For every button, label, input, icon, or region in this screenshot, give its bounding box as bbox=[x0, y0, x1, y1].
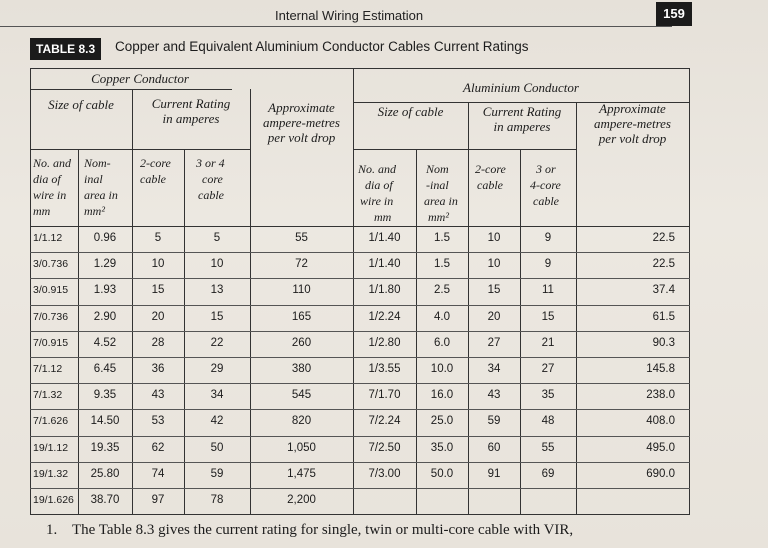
al-no-dia-line-1: No. and bbox=[358, 162, 397, 176]
al-nominal-area-cell: 4.0 bbox=[434, 310, 450, 323]
cu-no-dia-cell: 19/1.12 bbox=[33, 441, 69, 454]
cu-nominal-area-cell: 2.90 bbox=[93, 310, 117, 323]
al-amp-metres-cell: 495.0 bbox=[646, 441, 675, 454]
al-no-dia-cell: 1/1.40 bbox=[368, 258, 401, 271]
al-three-core-cell: 55 bbox=[541, 441, 555, 454]
al-two-core-cell: 27 bbox=[487, 336, 501, 349]
al-amp-metres-line-1: Approximate bbox=[599, 101, 666, 116]
al-three-core-cell: 48 bbox=[541, 415, 555, 428]
cu-amp-metres-cell: 380 bbox=[291, 363, 312, 375]
cu-no-dia-cell: 19/1.32 bbox=[33, 467, 69, 480]
cu-three-core-line-1: 3 or 4 bbox=[196, 156, 225, 170]
cu-two-core-cell: 36 bbox=[151, 363, 165, 375]
cu-three-core-cell: 34 bbox=[210, 389, 224, 402]
al-two-core-line-1: 2-core bbox=[475, 162, 506, 176]
al-no-dia-cell: 7/2.24 bbox=[368, 415, 401, 428]
al-nominal-area-cell: 1.5 bbox=[434, 258, 450, 271]
al-amp-metres-cell: 90.3 bbox=[652, 336, 675, 349]
cu-three-core-line-2: core bbox=[202, 172, 223, 186]
al-two-core-cell: 43 bbox=[487, 389, 501, 402]
al-nominal-area-cell: 50.0 bbox=[430, 467, 454, 480]
cu-three-core-line-3: cable bbox=[198, 188, 224, 202]
row-rule bbox=[30, 383, 690, 384]
footnote-number: 1. bbox=[46, 522, 58, 538]
cu-two-core-line-2: cable bbox=[140, 172, 166, 186]
cu-nominal-area-cell: 9.35 bbox=[93, 389, 117, 402]
al-three-core-line-1: 3 or bbox=[536, 162, 556, 176]
al-no-dia-line-2: dia of bbox=[365, 178, 393, 192]
al-no-dia-cell: 7/2.50 bbox=[368, 441, 401, 454]
al-three-core-cell: 9 bbox=[544, 232, 552, 244]
al-no-dia-cell: 7/1.70 bbox=[368, 389, 401, 402]
footnote-text: The Table 8.3 gives the current rating for single, twin or multi-core cable with VIR, bbox=[72, 522, 574, 538]
cu-three-core-cell: 78 bbox=[210, 494, 224, 506]
cu-no-dia-line-1: No. and bbox=[33, 156, 72, 170]
cu-two-core-cell: 43 bbox=[151, 389, 165, 402]
row-rule bbox=[30, 278, 690, 279]
cu-two-core-cell: 15 bbox=[151, 284, 165, 297]
cu-no-dia-line-3: wire in bbox=[33, 188, 67, 202]
al-nominal-area-cell: 16.0 bbox=[430, 389, 454, 402]
cu-amp-metres-line-1: Approximate bbox=[268, 100, 335, 115]
cu-three-core-cell: 15 bbox=[210, 310, 224, 323]
al-three-core-line-2: 4-core bbox=[530, 178, 561, 192]
cu-two-core-cell: 28 bbox=[151, 336, 165, 349]
subheader-rule-right bbox=[353, 149, 576, 150]
al-three-core-cell: 15 bbox=[541, 310, 555, 323]
cu-no-dia-cell: 7/1.626 bbox=[33, 415, 69, 428]
cu-amp-metres-line-2: ampere-metres bbox=[262, 115, 340, 130]
row-rule bbox=[30, 305, 690, 306]
page-number: 159 bbox=[656, 2, 692, 26]
cu-three-core-cell: 59 bbox=[210, 467, 224, 480]
al-amp-metres-cell: 408.0 bbox=[646, 415, 675, 428]
al-no-dia-cell: 1/3.55 bbox=[368, 363, 401, 375]
cu-three-core-cell: 10 bbox=[210, 258, 224, 271]
al-amp-metres-cell: 145.8 bbox=[646, 363, 675, 375]
col-rule-10 bbox=[689, 68, 690, 515]
cu-two-core-cell: 53 bbox=[151, 415, 165, 428]
al-no-dia-cell: 1/2.80 bbox=[368, 336, 401, 349]
cu-no-dia-cell: 7/0.736 bbox=[33, 310, 69, 323]
col-rule-8 bbox=[520, 149, 521, 515]
cu-no-dia-cell: 7/1.32 bbox=[33, 389, 63, 402]
cu-two-core-line-1: 2-core bbox=[140, 156, 171, 170]
cu-three-core-cell: 5 bbox=[213, 232, 221, 244]
cu-two-core-cell: 74 bbox=[151, 467, 165, 480]
al-two-core-cell: 34 bbox=[487, 363, 501, 375]
cu-nominal-area-line-3: area in bbox=[84, 188, 118, 202]
al-nominal-area-line-4: mm² bbox=[428, 210, 449, 224]
cu-nominal-area-line-4: mm² bbox=[84, 204, 105, 218]
cu-three-core-cell: 22 bbox=[210, 336, 224, 349]
al-amp-metres-cell: 22.5 bbox=[652, 258, 675, 271]
table-title: Copper and Equivalent Aluminium Conductor Cables Current Ratings bbox=[115, 39, 529, 54]
cu-two-core-cell: 62 bbox=[151, 441, 165, 454]
cu-amp-metres-cell: 165 bbox=[291, 310, 312, 323]
al-no-dia-cell: 1/2.24 bbox=[368, 310, 401, 323]
col-rule-1 bbox=[78, 149, 79, 515]
al-three-core-cell: 21 bbox=[541, 336, 555, 349]
cu-amp-metres-cell: 820 bbox=[291, 415, 312, 428]
cu-three-core-cell: 42 bbox=[210, 415, 224, 428]
al-two-core-cell: 60 bbox=[487, 441, 501, 454]
running-title: Internal Wiring Estimation bbox=[275, 8, 424, 23]
al-current-rating-line-1: Current Rating bbox=[482, 104, 562, 119]
cu-nominal-area-line-2: inal bbox=[84, 172, 103, 186]
cu-amp-metres-cell: 55 bbox=[295, 232, 308, 244]
al-nominal-area-cell: 1.5 bbox=[434, 232, 450, 244]
cu-two-core-cell: 97 bbox=[151, 494, 165, 506]
al-two-core-cell: 15 bbox=[487, 284, 501, 297]
col-rule-6 bbox=[416, 149, 417, 515]
al-size-of-cable-header: Size of cable bbox=[377, 104, 444, 119]
ratings-table bbox=[30, 68, 690, 515]
al-three-core-cell: 35 bbox=[541, 389, 555, 402]
row-rule bbox=[30, 252, 690, 253]
al-no-dia-cell: 1/1.40 bbox=[368, 232, 401, 244]
al-nominal-area-cell: 2.5 bbox=[434, 284, 450, 297]
cu-no-dia-cell: 7/0.915 bbox=[33, 336, 69, 349]
cu-two-core-cell: 5 bbox=[154, 232, 162, 244]
header-bottom-rule bbox=[30, 226, 690, 227]
al-nominal-area-line-2: -inal bbox=[426, 178, 449, 192]
al-no-dia-line-4: mm bbox=[374, 210, 392, 224]
copper-group-rule bbox=[30, 89, 232, 90]
footnote bbox=[46, 522, 573, 539]
al-no-dia-cell: 7/3.00 bbox=[368, 467, 401, 480]
copper-group-header: Copper Conductor bbox=[91, 71, 189, 86]
row-rule bbox=[30, 357, 690, 358]
al-amp-metres-line-3: per volt drop bbox=[598, 131, 667, 146]
cu-two-core-cell: 20 bbox=[151, 310, 165, 323]
cu-nominal-area-cell: 25.80 bbox=[90, 467, 120, 480]
cu-nominal-area-line-1: Nom- bbox=[84, 156, 111, 170]
aluminium-group-header: Aluminium Conductor bbox=[463, 80, 579, 95]
cu-two-core-cell: 10 bbox=[151, 258, 165, 271]
cu-no-dia-line-2: dia of bbox=[33, 172, 61, 186]
row-rule bbox=[30, 436, 690, 437]
cu-three-core-cell: 50 bbox=[210, 441, 224, 454]
cu-nominal-area-cell: 19.35 bbox=[90, 441, 120, 454]
al-two-core-cell: 10 bbox=[487, 258, 501, 271]
cu-no-dia-cell: 3/0.915 bbox=[33, 284, 69, 297]
al-no-dia-line-3: wire in bbox=[360, 194, 394, 208]
cu-no-dia-cell: 7/1.12 bbox=[33, 363, 63, 375]
al-amp-metres-cell: 690.0 bbox=[646, 467, 675, 480]
cu-no-dia-cell: 1/1.12 bbox=[33, 232, 63, 244]
al-amp-metres-cell: 22.5 bbox=[652, 232, 675, 244]
al-nominal-area-cell: 10.0 bbox=[430, 363, 454, 375]
cu-nominal-area-cell: 1.29 bbox=[93, 258, 117, 271]
table-bottom-rule bbox=[30, 514, 690, 515]
table-label: TABLE 8.3 bbox=[30, 38, 101, 60]
cu-nominal-area-cell: 6.45 bbox=[93, 363, 117, 375]
al-amp-metres-cell: 61.5 bbox=[652, 310, 675, 323]
al-nominal-area-line-1: Nom bbox=[426, 162, 449, 176]
al-amp-metres-cell: 37.4 bbox=[652, 284, 675, 297]
cu-amp-metres-cell: 260 bbox=[291, 336, 312, 349]
al-three-core-cell: 9 bbox=[544, 258, 552, 271]
cu-size-of-cable-header: Size of cable bbox=[48, 97, 114, 112]
row-rule bbox=[30, 462, 690, 463]
al-current-rating-line-2: in amperes bbox=[493, 119, 551, 134]
cu-nominal-area-cell: 38.70 bbox=[90, 494, 120, 506]
al-two-core-line-2: cable bbox=[477, 178, 503, 192]
cu-amp-metres-cell: 1,050 bbox=[287, 441, 316, 454]
al-amp-metres-cell: 238.0 bbox=[646, 389, 675, 402]
row-rule bbox=[30, 488, 690, 489]
cu-amp-metres-line-3: per volt drop bbox=[267, 130, 336, 145]
cu-no-dia-line-4: mm bbox=[33, 204, 51, 218]
al-three-core-cell: 11 bbox=[542, 284, 554, 297]
row-rule bbox=[30, 331, 690, 332]
al-three-core-line-3: cable bbox=[533, 194, 559, 208]
al-three-core-cell: 69 bbox=[541, 467, 555, 480]
cu-nominal-area-cell: 14.50 bbox=[90, 415, 120, 428]
subheader-rule-left bbox=[30, 149, 250, 150]
header-rule bbox=[0, 26, 672, 27]
al-two-core-cell: 10 bbox=[487, 232, 501, 244]
cu-no-dia-cell: 3/0.736 bbox=[33, 258, 69, 271]
cu-amp-metres-cell: 2,200 bbox=[287, 494, 316, 506]
table-top-rule bbox=[30, 68, 690, 69]
cu-amp-metres-cell: 545 bbox=[291, 389, 312, 402]
cu-amp-metres-cell: 1,475 bbox=[287, 467, 316, 480]
al-amp-metres-line-2: ampere-metres bbox=[593, 116, 671, 131]
col-rule-0 bbox=[30, 68, 31, 515]
cu-amp-metres-cell: 72 bbox=[295, 258, 308, 271]
cu-three-core-cell: 29 bbox=[210, 363, 224, 375]
al-two-core-cell: 91 bbox=[487, 467, 501, 480]
row-rule bbox=[30, 409, 690, 410]
cu-no-dia-cell: 19/1.626 bbox=[33, 494, 74, 506]
cu-current-rating-line-2: in amperes bbox=[162, 111, 220, 126]
al-two-core-cell: 59 bbox=[487, 415, 501, 428]
cu-nominal-area-cell: 0.96 bbox=[93, 232, 117, 244]
cu-current-rating-line-1: Current Rating bbox=[151, 96, 231, 111]
al-nominal-area-line-3: area in bbox=[424, 194, 458, 208]
col-rule-3 bbox=[184, 149, 185, 515]
cu-three-core-cell: 13 bbox=[210, 284, 224, 297]
al-two-core-cell: 20 bbox=[487, 310, 501, 323]
al-nominal-area-cell: 6.0 bbox=[434, 336, 450, 349]
al-nominal-area-cell: 25.0 bbox=[430, 415, 454, 428]
cu-nominal-area-cell: 1.93 bbox=[93, 284, 117, 297]
al-nominal-area-cell: 35.0 bbox=[430, 441, 454, 454]
cu-nominal-area-cell: 4.52 bbox=[93, 336, 117, 349]
cu-amp-metres-cell: 110 bbox=[292, 284, 311, 297]
al-no-dia-cell: 1/1.80 bbox=[368, 284, 401, 297]
al-three-core-cell: 27 bbox=[541, 363, 555, 375]
